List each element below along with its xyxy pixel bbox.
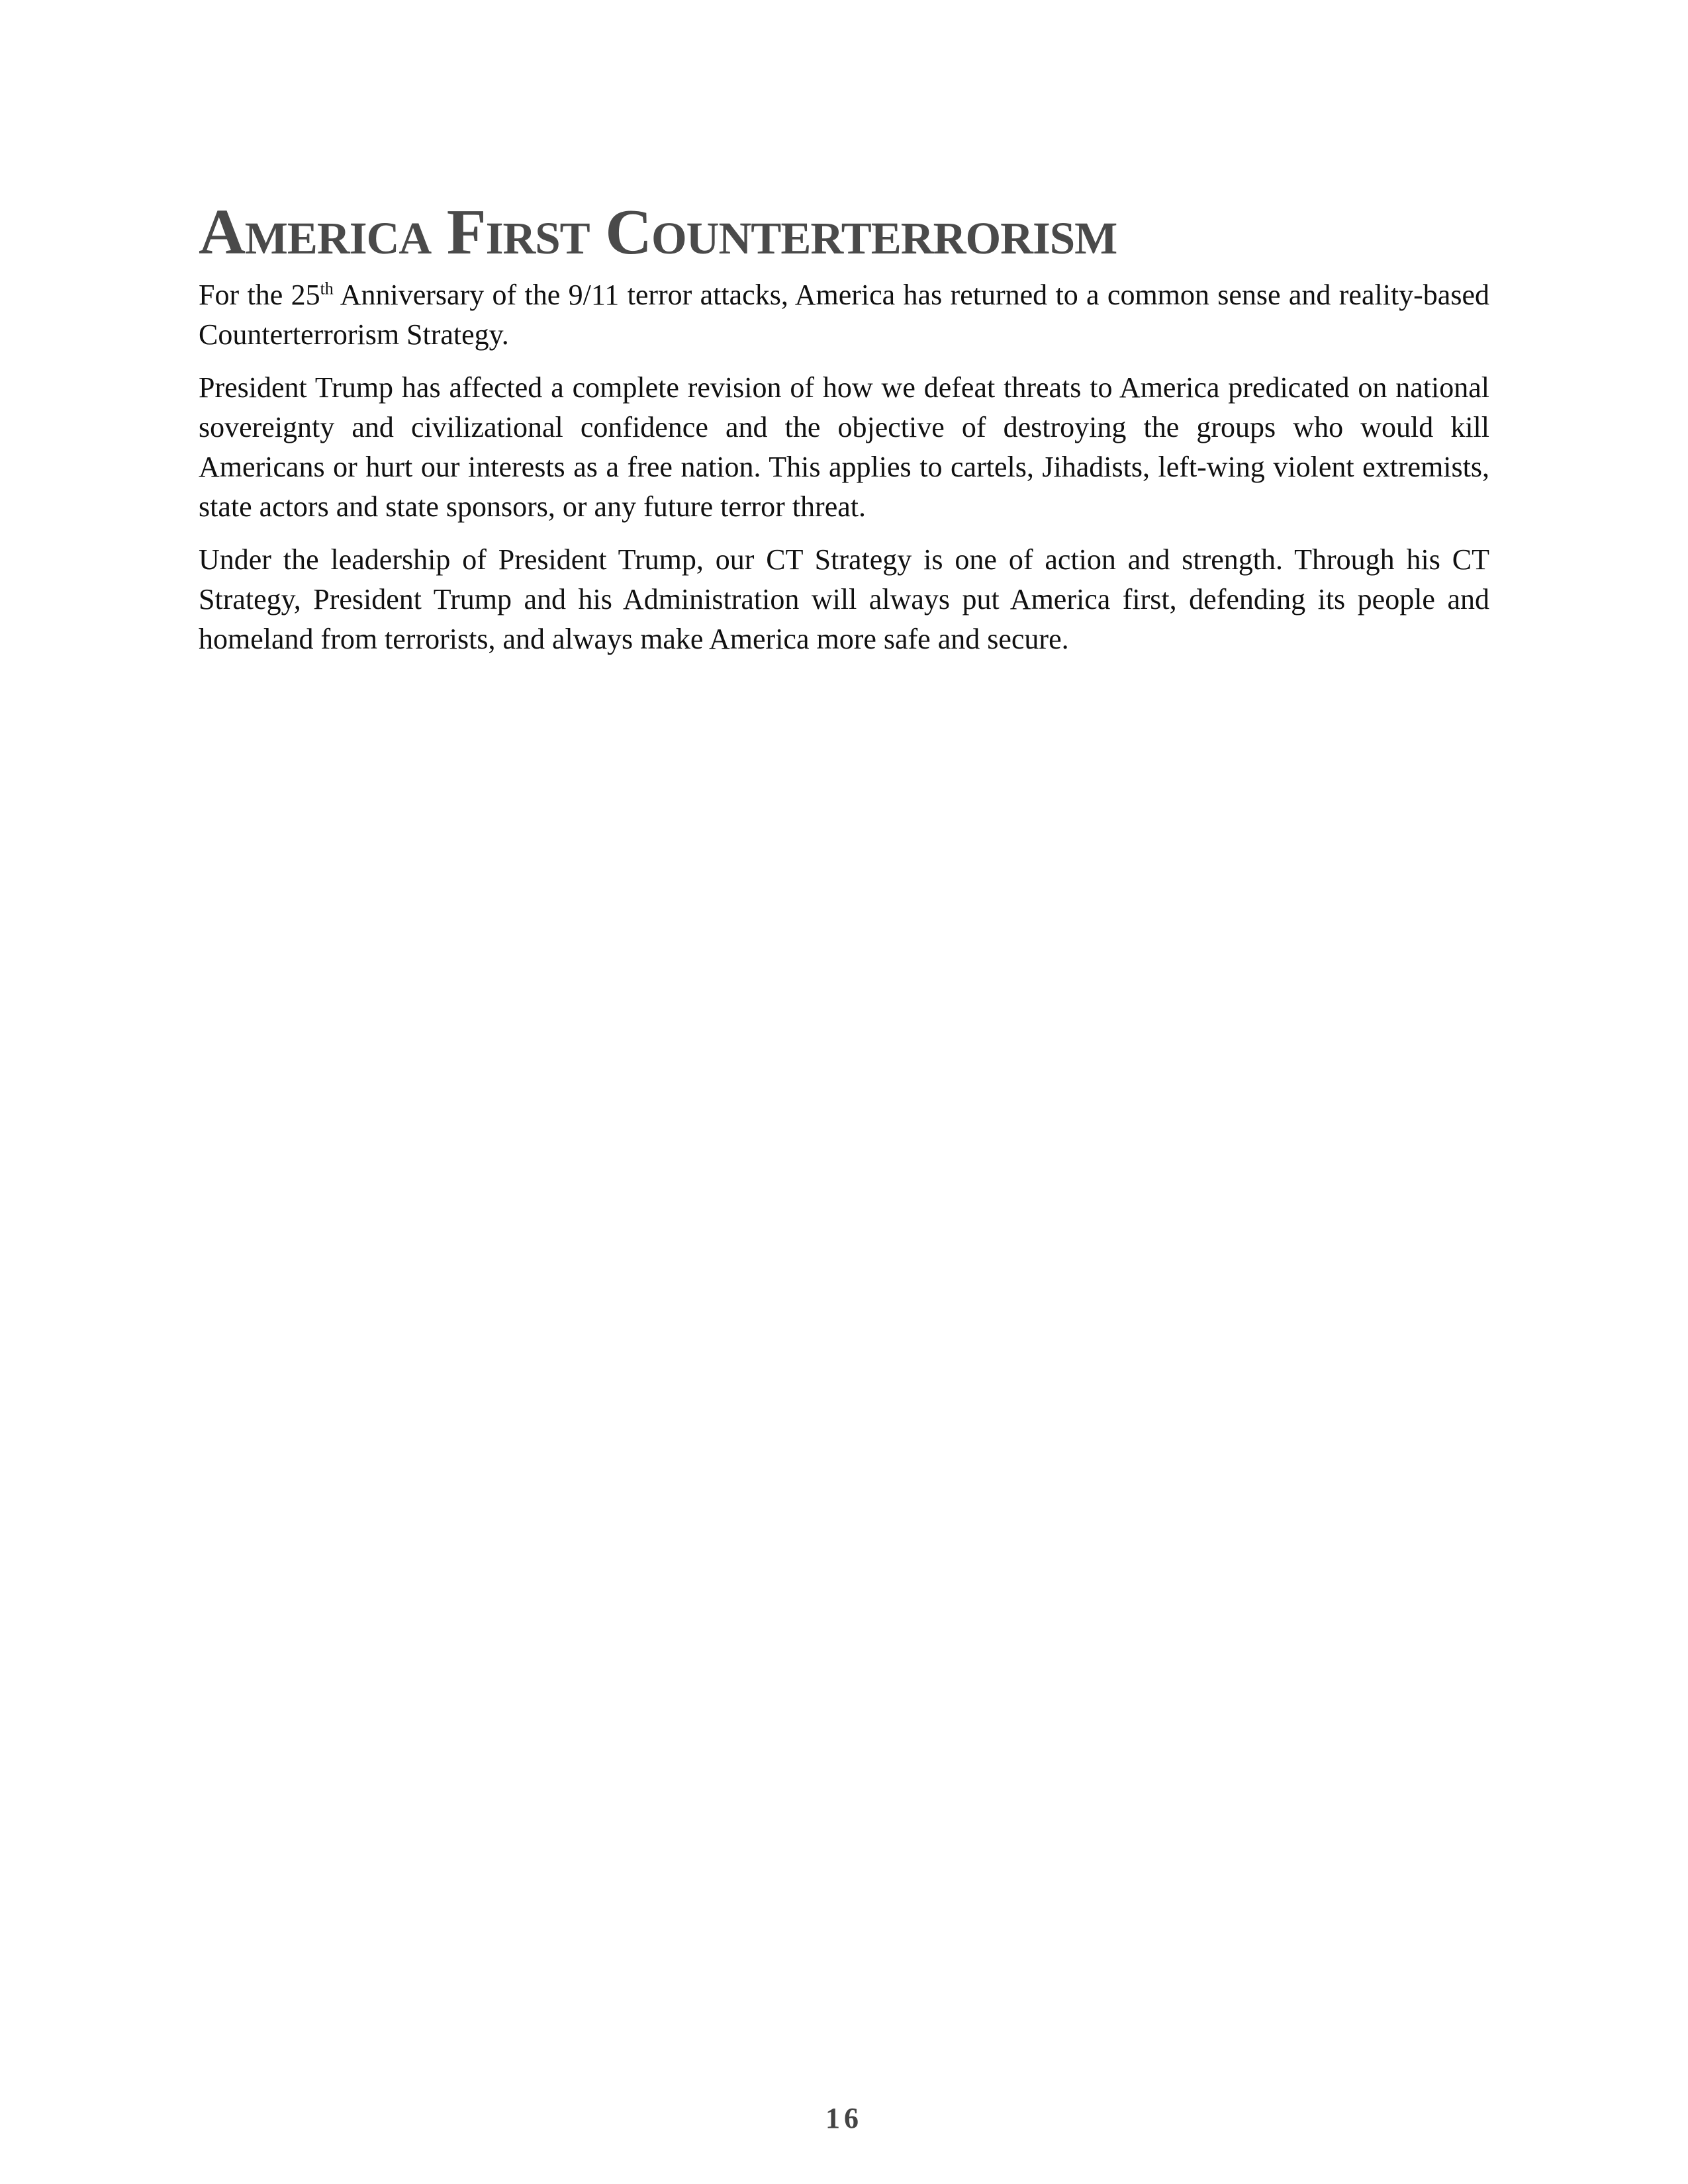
section-heading: America First Counterterrorism [199,197,1117,268]
paragraph-leadership: Under the leadership of President Trump, our CT Strategy is one of action and strength. Through his CT Strategy, President Trump and his Administration will always put America first, defending its people and homeland from terrorists, and always make America more safe and secure. [199,543,1489,655]
paragraph-anniversary-text-start: For the 25 [199,278,320,311]
paragraph-anniversary-text-end: Anniversary of the 9/11 terror attacks, America has returned to a common sense and reality-based Counterterrorism Strategy. [199,278,1489,351]
page-content [199,195,1489,672]
page-number: 16 [825,2102,863,2134]
paragraph-anniversary [199,275,1489,355]
ordinal-suffix: th [320,279,334,298]
paragraph-revision: President Trump has affected a complete revision of how we defeat threats to America predicated on national sovereignty and civilizational confidence and the objective of destroying the groups who would kill Americans or hurt our interests as a free nation. This applies to cartels, Jihadists, left-wing violent extremists, state actors and state sponsors, or any future terror threat. [199,371,1489,523]
